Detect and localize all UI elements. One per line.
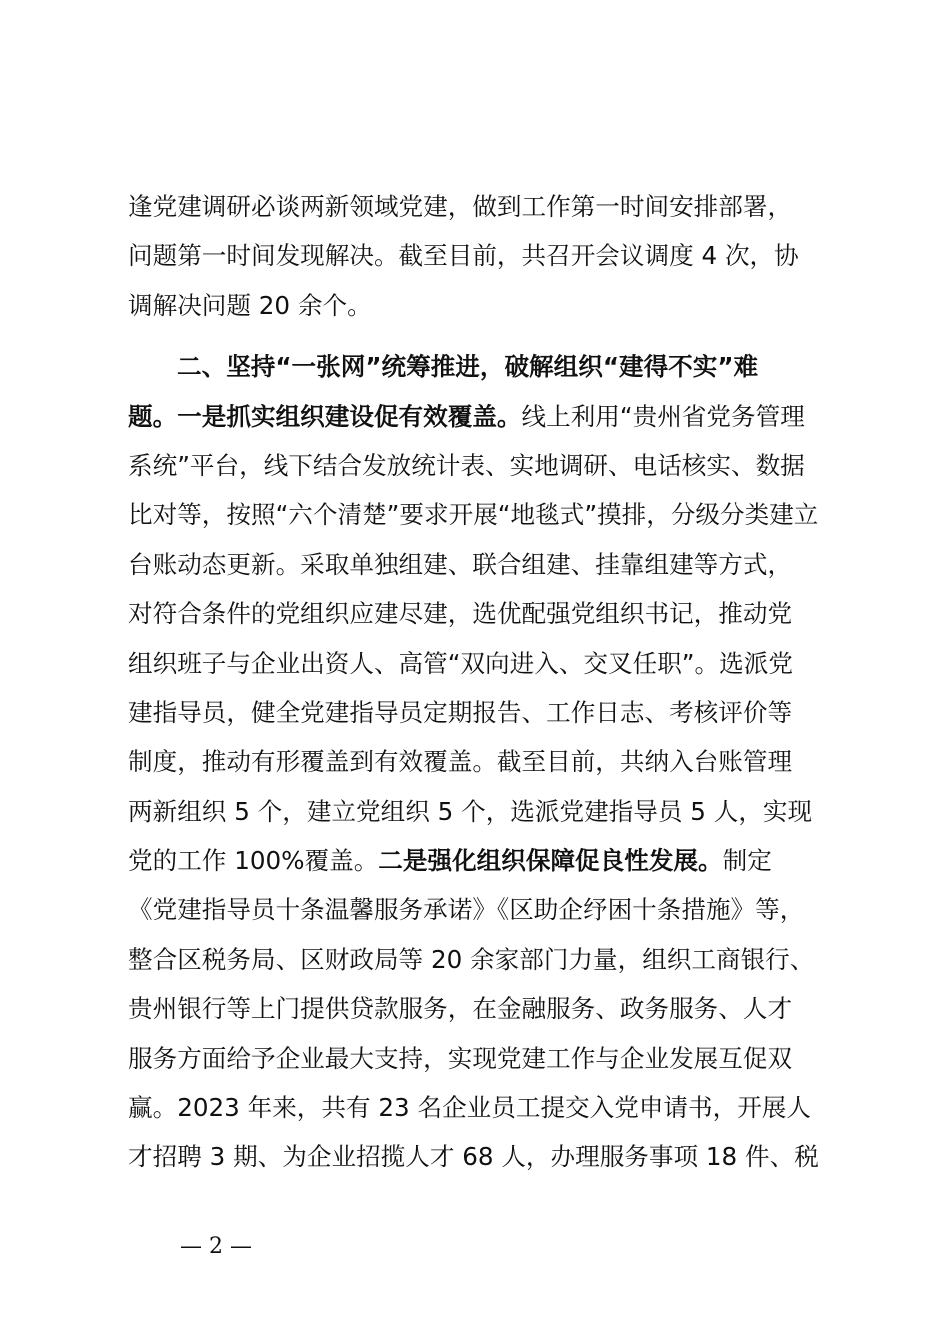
text-line: 组织班子与企业出资人、高管“双向进入、交叉任职”。选派党 — [128, 648, 793, 678]
text-run: 党的工作 100%覆盖。 — [128, 846, 379, 876]
text-line: 服务方面给予企业最大支持，实现党建工作与企业发展互促双 — [128, 1043, 793, 1073]
text-line: 系统”平台，线下结合发放统计表、实地调研、电话核实、数据 — [128, 450, 805, 480]
page-number: — 2 — — [180, 1234, 252, 1259]
text-line: 整合区税务局、区财政局等 20 余家部门力量，组织工商银行、 — [128, 944, 815, 974]
text-line: 赢。2023 年来，共有 23 名企业员工提交入党申请书，开展人 — [128, 1093, 811, 1123]
text-line: 比对等，按照“六个清楚”要求开展“地毯式”摸排，分级分类建立 — [128, 500, 819, 530]
section-heading: 二、坚持“一张网”统筹推进，破解组织“建得不实”难 — [177, 352, 759, 382]
text-line — [128, 392, 832, 441]
text-line: 问题第一时间发现解决。截至目前，共召开会议调度 4 次，协 — [128, 241, 799, 271]
text-line: 台账动态更新。采取单独组建、联合组建、挂靠组建等方式， — [128, 549, 793, 579]
body-text — [128, 182, 832, 1182]
text-line: 对符合条件的党组织应建尽建，选优配强党组织书记，推动党 — [128, 599, 793, 629]
text-line: 两新组织 5 个，建立党组织 5 个，选派党建指导员 5 人，实现 — [128, 796, 813, 826]
text-line: 制度，推动有形覆盖到有效覆盖。截至目前，共纳入台账管理 — [128, 747, 793, 777]
text-run: 制定 — [722, 846, 772, 876]
text-line: 建指导员，健全党建指导员定期报告、工作日志、考核评价等 — [128, 697, 793, 727]
text-line — [128, 836, 832, 885]
text-line: 逢党建调研必谈两新领域党建，做到工作第一时间安排部署， — [128, 192, 793, 221]
text-line: 贵州银行等上门提供贷款服务，在金融服务、政务服务、人才 — [128, 994, 793, 1024]
text-line: 才招聘 3 期、为企业招揽人才 68 人，办理服务事项 18 件、税 — [128, 1142, 819, 1172]
subheading-1: 题。一是抓实组织建设促有效覆盖。 — [128, 401, 522, 431]
text-line: 调解决问题 20 余个。 — [128, 290, 372, 320]
subheading-2: 二是强化组织保障促良性发展。 — [378, 846, 723, 876]
text-run: 线上利用“贵州省党务管理 — [521, 401, 805, 431]
paragraph-spacer — [128, 330, 832, 342]
text-line: 《党建指导员十条温馨服务承诺》《区助企纾困十条措施》等， — [128, 895, 805, 925]
